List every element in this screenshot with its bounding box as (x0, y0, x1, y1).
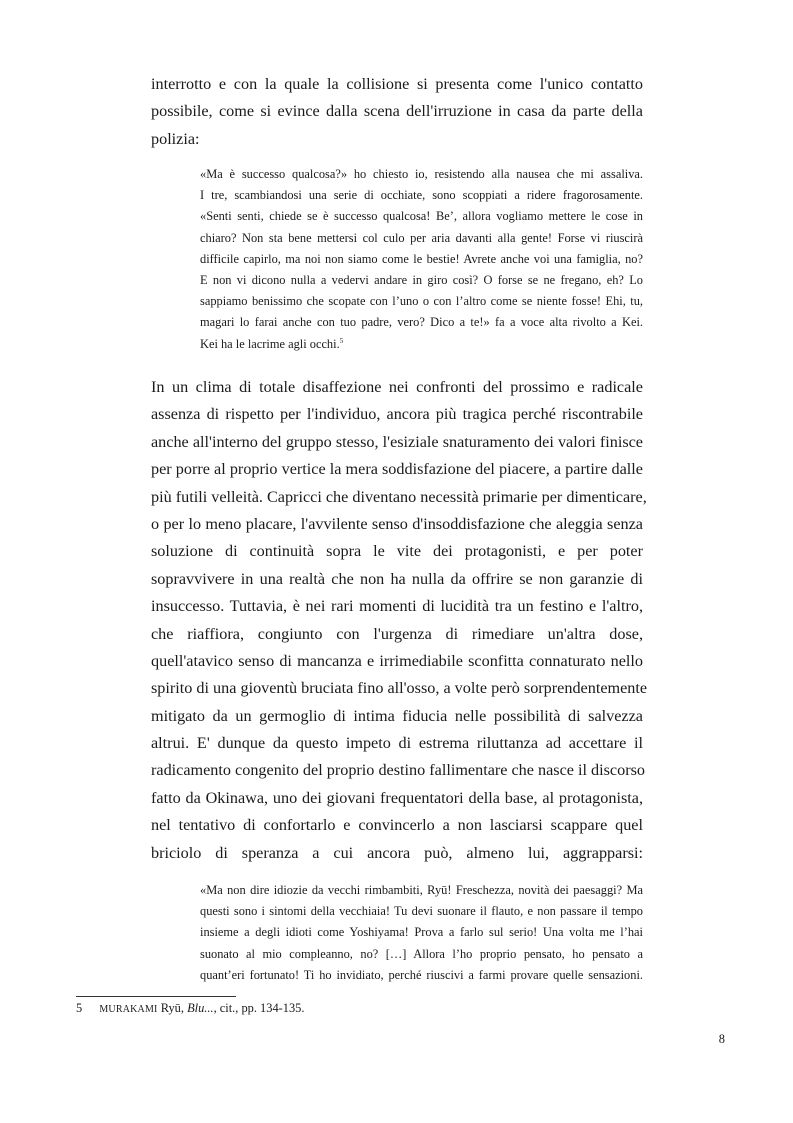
footnote (76, 1000, 304, 1018)
text-line: soluzione di continuità sopra le vite dei protagonisti, e per poter (151, 542, 643, 561)
text-line: che riaffiora, congiunto con l'urgenza di rimediare un'altra dose, (151, 624, 643, 643)
body-paragraph-2 (151, 374, 648, 867)
quote-line: chiaro? Non sta bene mettersi col culo per aria davanti alla gente! Forse vi riuscirà (200, 230, 643, 245)
quote-line: insieme a degli idioti come Yoshiyama! Prova a farlo sul serio! Una volta me l’hai (200, 925, 643, 940)
text-line: più futili velleità. Capricci che diventano necessità primarie per dimenticare, (151, 487, 647, 506)
text-line: interrotto e con la quale la collisione si presenta come l'unico contatto (151, 75, 643, 93)
text-line: briciolo di speranza a cui ancora può, almeno lui, aggrapparsi: (151, 843, 643, 862)
footnote-reference[interactable]: 5 (339, 336, 344, 345)
body-paragraph-1 (151, 71, 643, 153)
footnote-citation: cit., pp. 134-135. (219, 1001, 305, 1015)
text-line: altrui. E' dunque da questo impeto di estrema riluttanza ad accettare il (151, 734, 643, 753)
quote-line: sappiamo benissimo che scopate con l’uno o con l’altro come se niente fosse! Ehi, tu, (200, 294, 643, 309)
quote-line: «Senti senti, chiede se è successo qualcosa! Be’, allora vogliamo mettere le cose in (200, 209, 643, 224)
quote-line: questi sono i sintomi della vecchiaia! Tu devi suonare il flauto, e non passare il tempo (200, 904, 643, 919)
quote-line-text: Kei ha le lacrime agli occhi. (200, 336, 340, 351)
page-number: 8 (718, 1032, 725, 1046)
text-line: nel tentativo di confortarlo e convincerlo a non lasciarsi scappare quel (151, 816, 643, 835)
text-line: o per lo meno placare, l'avvilente senso d'insoddisfazione che aleggia senza (151, 514, 643, 533)
quote-line: E non vi dicono nulla a vedervi andare in giro così? O forse se ne fregano, eh? Lo (200, 272, 643, 287)
text-line: per porre al proprio vertice la mera soddisfazione del piacere, a partire dalle (151, 460, 643, 479)
footnote-separator (76, 996, 236, 997)
quote-line: magari lo farai anche con tuo padre, vero? Dico a te!» fa a voce alta rivolto a Kei. (200, 315, 643, 330)
text-line: insuccesso. Tuttavia, è nei rari momenti di lucidità tra un festino e l'altro, (151, 597, 643, 616)
text-line: radicamento congenito del proprio destino fallimentare che nasce il discorso (151, 761, 645, 780)
footnote-title: Blu..., (187, 1001, 217, 1015)
text-line: quell'atavico senso di mancanza e irrimediabile sconfitta connaturato nello (151, 651, 643, 670)
block-quote-2 (200, 880, 643, 986)
text-line: assenza di rispetto per l'individuo, ancora più tragica perché riscontrabile (151, 405, 643, 424)
text-line: anche all'interno del gruppo stesso, l'esiziale snaturamento dei valori finisce (151, 432, 643, 451)
block-quote-1 (200, 164, 643, 355)
footnote-author: MURAKAMI (99, 1004, 158, 1015)
quote-line: «Ma è successo qualcosa?» ho chiesto io, resistendo alla nausea che mi assaliva. (200, 167, 643, 181)
text-line: possibile, come si evince dalla scena dell'irruzione in casa da parte della (151, 102, 643, 121)
quote-line: quant’eri fortunato! Ti ho invidiato, perché riuscivi a farmi provare quelle sensazioni. (200, 967, 643, 982)
text-line: spirito di una gioventù bruciata fino all'osso, a volte però sorprendentemente (151, 679, 648, 698)
text-line: polizia: (151, 129, 200, 148)
quote-line: difficile capirlo, ma noi non siamo come le bestie! Avrete anche voi una famiglia, no? (200, 251, 643, 266)
text-line: fatto da Okinawa, uno dei giovani frequentatori della base, al protagonista, (151, 788, 643, 807)
text-line: sopravvivere in una realtà che non ha nulla da offrire se non garanzie di (151, 569, 643, 588)
quote-line: «Ma non dire idiozie da vecchi rimbambiti, Ryū! Freschezza, novità dei paesaggi? Ma (200, 883, 643, 897)
quote-line: I tre, scambiandosi una serie di occhiate, sono scoppiati a ridere fragorosamente. (200, 188, 643, 203)
quote-line (200, 334, 643, 355)
quote-line: suonato al mio compleanno, no? […] Allora l’ho proprio pensato, ho pensato a (200, 946, 643, 961)
footnote-number: 5 (76, 1001, 83, 1015)
text-line: mitigato da un germoglio di intima fiducia nelle possibilità di salvezza (151, 706, 643, 725)
text-line: In un clima di totale disaffezione nei confronti del prossimo e radicale (151, 378, 643, 396)
footnote-author-given: Ryū, (160, 1001, 184, 1015)
